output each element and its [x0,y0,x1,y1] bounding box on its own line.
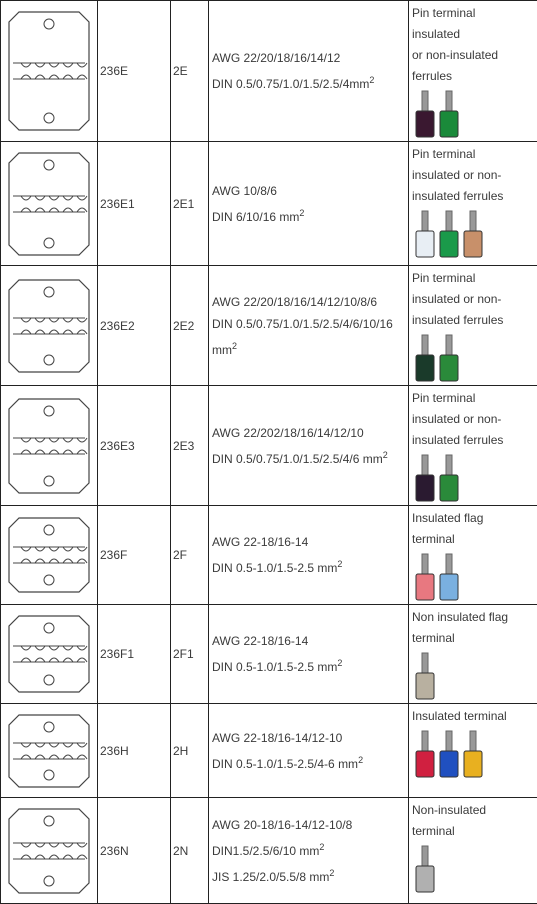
terminal-icon [412,651,532,703]
die-thumbnail [1,142,98,266]
type-line: insulated or non- [412,165,537,186]
type-line: Insulated terminal [412,706,537,727]
unit-superscript: 2 [299,208,304,218]
spec-line: $mm^2$ [212,335,408,361]
spec-line: DIN 0.5/0.75/1.0/1.5/2.5/4/6 $mm^2$ [212,444,408,470]
table-row [1,386,537,506]
spec-line: DIN $0.5/0.75/1.0/1.5/2.5/4mm^2$ [212,69,408,95]
model-code: 236H [98,704,171,798]
type-line: Insulated flag [412,508,537,529]
spec-cell [209,506,409,605]
terminal-type-cell [409,386,537,506]
die-thumbnail [1,704,98,798]
terminal-type-cell [409,506,537,605]
spec-line: DIN 0.5/0.75/1.0/1.5/2.5/4/6/10/16 [212,313,408,335]
die-icon [5,512,93,598]
die-icon [5,393,93,499]
type-line: terminal [412,628,537,649]
unit-superscript: 2 [358,755,363,765]
terminal-icon [412,333,532,385]
die-thumbnail [1,386,98,506]
spec-cell [209,1,409,142]
die-icon [5,610,93,698]
type-line: insulated or non- [412,409,537,430]
terminal-icon [412,552,532,604]
spec-line: AWG 22/20/18/16/14/12 [212,47,408,69]
terminal-type-cell [409,704,537,798]
type-line: ferrules [412,66,537,87]
model-code: 236E1 [98,142,171,266]
spec-line: DIN 0.5-1.0/1.5-2.5/4-6 $mm^2$ [212,749,408,775]
unit-superscript: 2 [329,868,334,878]
type-line: or non-insulated [412,45,537,66]
unit-superscript: 2 [369,75,374,85]
unit-superscript: 2 [337,658,342,668]
die-code: 2E [171,1,209,142]
model-code: 236E [98,1,171,142]
unit-superscript: 2 [232,341,237,351]
model-code: 236N [98,798,171,904]
type-line: insulated [412,24,537,45]
terminal-icon [412,729,532,781]
type-line: Pin terminal [412,388,537,409]
spec-line: AWG 10/8/6 [212,180,408,202]
table-row [1,506,537,605]
spec-cell [209,386,409,506]
spec-cell [209,605,409,704]
type-line: Non-insulated [412,800,537,821]
spec-line: DIN 0.5-1.0/1.5-2.5 $mm^2$ [212,652,408,678]
model-code: 236F [98,506,171,605]
die-thumbnail [1,1,98,142]
model-code: 236E2 [98,266,171,386]
type-line: Non insulated flag [412,607,537,628]
spec-line: AWG 22-18/16-14 [212,531,408,553]
terminal-icon [412,209,532,261]
type-line: insulated or non- [412,289,537,310]
table-row [1,1,537,142]
terminal-type-cell [409,142,537,266]
spec-cell [209,704,409,798]
table-row [1,142,537,266]
model-code: 236F1 [98,605,171,704]
die-thumbnail [1,266,98,386]
die-thumbnail [1,506,98,605]
terminal-icon [412,453,532,505]
spec-cell [209,142,409,266]
terminal-icon [412,844,532,896]
die-code: 2F1 [171,605,209,704]
die-icon [5,6,93,136]
spec-line: JIS 1.25/2.0/5.5/8 $mm^2$ [212,862,408,888]
die-code: 2F [171,506,209,605]
unit-superscript: 2 [383,450,388,460]
spec-line: AWG 22/202/18/16/14/12/10 [212,422,408,444]
spec-line: AWG 22/20/18/16/14/12/10/8/6 [212,291,408,313]
spec-line: AWG 22-18/16-14 [212,630,408,652]
die-code: 2E3 [171,386,209,506]
table-row [1,704,537,798]
unit-superscript: 2 [337,559,342,569]
type-line: Pin terminal [412,268,537,289]
terminal-type-cell [409,605,537,704]
spec-line: DIN 0.5-1.0/1.5-2.5 $mm^2$ [212,553,408,579]
die-code: 2E1 [171,142,209,266]
table-row [1,266,537,386]
spec-cell [209,266,409,386]
die-thumbnail [1,605,98,704]
terminal-icon [412,89,532,141]
type-line: Pin terminal [412,3,537,24]
model-code: 236E3 [98,386,171,506]
terminal-type-cell [409,1,537,142]
die-icon [5,147,93,261]
type-line: terminal [412,821,537,842]
spec-line: DIN1.5/2.5/6/10 $mm^2$ [212,836,408,862]
type-line: insulated ferrules [412,430,537,451]
type-line: insulated ferrules [412,186,537,207]
die-code: 2H [171,704,209,798]
die-icon [5,803,93,899]
terminal-type-cell [409,266,537,386]
table-row [1,605,537,704]
type-line: terminal [412,529,537,550]
spec-line: DIN 6/10/16 $mm^2$ [212,202,408,228]
die-code: 2E2 [171,266,209,386]
unit-superscript: 2 [319,842,324,852]
spec-line: AWG 22-18/16-14/12-10 [212,727,408,749]
type-line: Pin terminal [412,144,537,165]
die-icon [5,709,93,793]
type-line: insulated ferrules [412,310,537,331]
die-icon [5,274,93,378]
spec-line: AWG 20-18/16-14/12-10/8 [212,814,408,836]
die-code: 2N [171,798,209,904]
